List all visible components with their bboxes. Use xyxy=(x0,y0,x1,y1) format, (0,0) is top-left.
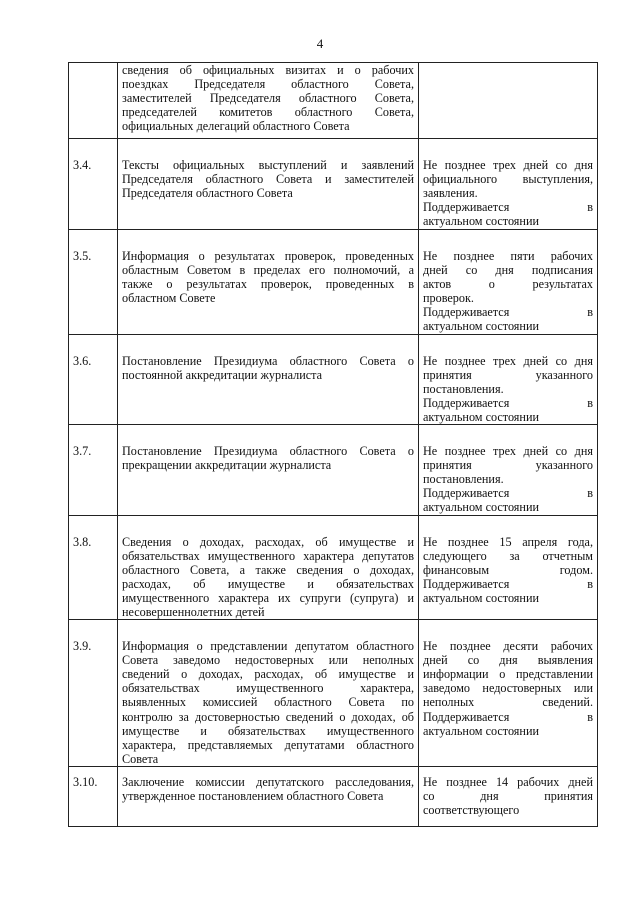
text-line: постоянной аккредитации журналиста xyxy=(122,367,323,382)
text-line: Председателя областного Совета и заместителей xyxy=(122,172,414,187)
row-number: 3.10. xyxy=(73,774,98,789)
table-row xyxy=(69,766,598,826)
row-number-cell xyxy=(69,63,118,139)
row-number-cell xyxy=(69,620,118,767)
text-line: имущественного характера их супруги (супруга) и xyxy=(122,590,414,605)
text-line: характера, представляемых депутатами областного xyxy=(122,737,414,752)
row-number: 3.5. xyxy=(73,249,92,263)
text-line: также о результатах проверок, проведенных в xyxy=(122,277,414,292)
description-cell xyxy=(118,63,419,139)
text-line: актуальном состоянии xyxy=(423,500,539,515)
text-line: Совета xyxy=(122,751,159,766)
text-line: Не позднее 15 апреля года, xyxy=(423,534,593,549)
text-line: Постановление Президиума областного Совета о xyxy=(122,444,414,459)
text-line: заместителей Председателя областного Совета, xyxy=(122,91,414,106)
deadline-cell xyxy=(419,515,598,620)
deadline-cell xyxy=(419,620,598,767)
text-line: прекращении аккредитации журналиста xyxy=(122,458,332,473)
description-cell xyxy=(118,230,419,335)
text-line: сведений о доходах, расходах, об имуществе и xyxy=(122,667,414,682)
text-line: Поддерживается в xyxy=(423,709,593,724)
text-line: официальных делегаций областного Совета xyxy=(122,119,350,134)
description-cell xyxy=(118,139,419,230)
description-cell xyxy=(118,334,419,424)
description-cell xyxy=(118,515,419,620)
row-number-cell xyxy=(69,515,118,620)
deadline-cell xyxy=(419,334,598,424)
text-line: областного Совета, а также сведения о доходах, xyxy=(122,562,414,577)
disclosure-table xyxy=(68,62,598,827)
text-line: Заключение комиссии депутатского расследования, xyxy=(122,774,414,789)
text-line: Информация о результатах проверок, проведенных xyxy=(122,249,414,263)
text-line: следующего за отчетным xyxy=(423,548,593,563)
row-number: 3.6. xyxy=(73,353,92,368)
text-line: председателей комитетов областного Совета, xyxy=(122,105,414,120)
text-line: Сведения о доходах, расходах, об имуществе и xyxy=(122,534,414,549)
text-line: Постановление Президиума областного Совета о xyxy=(122,353,414,368)
description-cell xyxy=(118,620,419,767)
row-number-cell xyxy=(69,230,118,335)
text-line: Председателя областного Совета xyxy=(122,186,293,201)
text-line: областном Совете xyxy=(122,291,216,306)
table-row xyxy=(69,139,598,230)
text-line: Тексты официальных выступлений и заявлений xyxy=(122,158,414,172)
description-cell xyxy=(118,766,419,826)
text-line: принятия указанного xyxy=(423,367,593,382)
text-line: Не позднее трех дней со дня xyxy=(423,353,593,368)
text-line: Поддерживается в xyxy=(423,486,593,501)
text-line: дней со дня подписания xyxy=(423,263,593,278)
text-line: сведения об официальных визитах и о рабочих xyxy=(122,63,414,77)
text-line: со дня принятия xyxy=(423,789,593,803)
text-line: поездках Председателя областного Совета, xyxy=(122,77,414,92)
text-line: несовершеннолетних детей xyxy=(122,604,265,619)
text-line: актуальном состоянии xyxy=(423,214,539,229)
text-line: Не позднее десяти рабочих xyxy=(423,639,593,654)
text-line: актов о результатах xyxy=(423,277,593,292)
text-line: Поддерживается в xyxy=(423,200,593,215)
text-line: актуальном состоянии xyxy=(423,723,539,738)
text-line: контролю за достоверностью сведений о доходах, об xyxy=(122,709,414,724)
text-line: информации о представлении xyxy=(423,667,593,682)
text-line: Поддерживается в xyxy=(423,395,593,410)
text-line: Поддерживается в xyxy=(423,576,593,591)
text-line: постановления. xyxy=(423,381,504,396)
text-line: Совета заведомо недостоверных или неполных xyxy=(122,653,414,668)
row-number: 3.8. xyxy=(73,534,92,549)
deadline-cell xyxy=(419,230,598,335)
text-line: утвержденное постановлением областного Совета xyxy=(122,789,384,803)
text-line: актуальном состоянии xyxy=(423,409,539,424)
deadline-cell xyxy=(419,766,598,826)
text-line: расходах, об имуществе и обязательствах xyxy=(122,576,414,591)
text-line: финансовым годом. xyxy=(423,562,593,577)
row-number-cell xyxy=(69,766,118,826)
text-line: обязательствах имущественного характера депутатов xyxy=(122,548,414,563)
text-line: принятия указанного xyxy=(423,458,593,473)
row-number: 3.7. xyxy=(73,444,92,459)
text-line: заведомо недостоверных или xyxy=(423,681,593,696)
deadline-cell xyxy=(419,139,598,230)
text-line: обязательствах имущественного характера, xyxy=(122,681,414,696)
row-number-cell xyxy=(69,139,118,230)
table-row xyxy=(69,334,598,424)
text-line: постановления. xyxy=(423,472,504,487)
text-line: актуальном состоянии xyxy=(423,590,539,605)
text-line: проверок. xyxy=(423,291,474,306)
deadline-cell xyxy=(419,425,598,515)
table-row xyxy=(69,620,598,767)
text-line: дней со дня выявления xyxy=(423,653,593,668)
text-line: областным Советом в пределах его полномочий, а xyxy=(122,263,414,278)
text-line: неполных сведений. xyxy=(423,695,593,710)
text-line: выявленных комиссией областного Совета по xyxy=(122,695,414,710)
text-line: Не позднее пяти рабочих xyxy=(423,249,593,263)
text-line: Не позднее трех дней со дня xyxy=(423,444,593,459)
row-number: 3.4. xyxy=(73,158,92,172)
row-number-cell xyxy=(69,334,118,424)
table-row xyxy=(69,230,598,335)
row-number: 3.9. xyxy=(73,639,92,654)
table-row xyxy=(69,515,598,620)
deadline-cell xyxy=(419,63,598,139)
text-line: имуществе и обязательствах имущественного xyxy=(122,723,414,738)
text-line: Информация о представлении депутатом областного xyxy=(122,639,414,654)
text-line: Не позднее трех дней со дня xyxy=(423,158,593,172)
text-line: соответствующего xyxy=(423,803,520,818)
page-number: 4 xyxy=(316,36,324,51)
table-row xyxy=(69,425,598,515)
row-number-cell xyxy=(69,425,118,515)
text-line: Не позднее 14 рабочих дней xyxy=(423,774,593,789)
text-line: Поддерживается в xyxy=(423,305,593,320)
text-line: официального выступления, xyxy=(423,172,593,187)
text-line: заявления. xyxy=(423,186,478,201)
description-cell xyxy=(118,425,419,515)
text-line: актуальном состоянии xyxy=(423,319,539,334)
table-row xyxy=(69,63,598,139)
